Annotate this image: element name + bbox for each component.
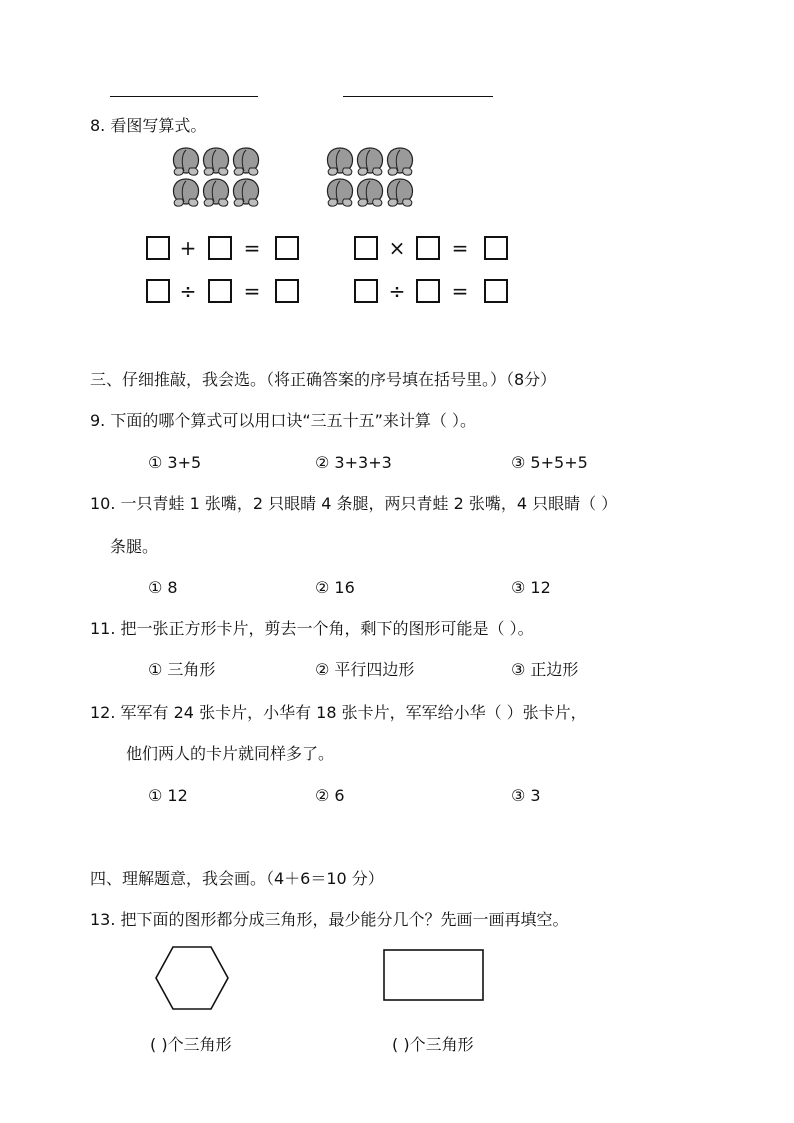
section3-heading: 三、仔细推敲，我会选。（将正确答案的序号填在括号里。）（8分） xyxy=(90,370,557,389)
equals-sign: = xyxy=(243,236,261,260)
q11-text: 11. 把一张正方形卡片，剪去一个角，剩下的图形可能是（ ）。 xyxy=(90,619,534,638)
peach-icon xyxy=(174,148,199,175)
answer-box[interactable] xyxy=(416,279,440,303)
plus-sign: + xyxy=(179,236,197,260)
peach-icon xyxy=(358,148,383,175)
q9-option-2[interactable]: ② 3+3+3 xyxy=(315,453,392,472)
q10-text-cont: 条腿。 xyxy=(110,537,159,556)
hexagon-shape xyxy=(154,945,230,1011)
answer-line-right[interactable] xyxy=(343,96,493,97)
q13-text: 13. 把下面的图形都分成三角形，最少能分几个？先画一画再填空。 xyxy=(90,910,569,929)
peach-icon xyxy=(388,148,413,175)
peach-icon xyxy=(234,148,259,175)
equals-sign: = xyxy=(451,279,469,303)
peach-icon xyxy=(204,148,229,175)
peach-icon xyxy=(204,179,229,206)
answer-box[interactable] xyxy=(275,279,299,303)
answer-box[interactable] xyxy=(484,236,508,260)
answer-box[interactable] xyxy=(416,236,440,260)
peach-icon xyxy=(328,179,353,206)
answer-box[interactable] xyxy=(354,279,378,303)
q11-option-3[interactable]: ③ 正边形 xyxy=(511,660,579,679)
equals-sign: = xyxy=(243,279,261,303)
q8-title: 8. 看图写算式。 xyxy=(90,116,207,135)
peach-group-right xyxy=(326,146,418,208)
q12-text: 12. 军军有 24 张卡片，小华有 18 张卡片，军军给小华（ ）张卡片， xyxy=(90,703,587,722)
peach-icon xyxy=(174,179,199,206)
peach-icon xyxy=(358,179,383,206)
q9-text: 9. 下面的哪个算式可以用口诀“三五十五”来计算（ ）。 xyxy=(90,411,477,430)
q12-text-cont: 他们两人的卡片就同样多了。 xyxy=(126,744,335,763)
divide-sign: ÷ xyxy=(388,279,406,303)
answer-box[interactable] xyxy=(275,236,299,260)
answer-line-left[interactable] xyxy=(110,96,258,97)
rectangle-shape xyxy=(383,949,484,1001)
answer-box[interactable] xyxy=(146,236,170,260)
q10-option-1[interactable]: ① 8 xyxy=(148,578,178,597)
peach-icon xyxy=(388,179,413,206)
answer-box[interactable] xyxy=(354,236,378,260)
q11-option-2[interactable]: ② 平行四边形 xyxy=(315,660,415,679)
peach-group-left xyxy=(172,146,264,208)
peach-icon xyxy=(328,148,353,175)
divide-sign: ÷ xyxy=(179,279,197,303)
q13-answer-right[interactable]: ( )个三角形 xyxy=(392,1035,474,1054)
section4-heading: 四、理解题意，我会画。（4＋6＝10 分） xyxy=(90,869,384,888)
answer-box[interactable] xyxy=(208,279,232,303)
q12-option-1[interactable]: ① 12 xyxy=(148,786,188,805)
q12-option-3[interactable]: ③ 3 xyxy=(511,786,541,805)
q12-option-2[interactable]: ② 6 xyxy=(315,786,345,805)
q9-option-1[interactable]: ① 3+5 xyxy=(148,453,202,472)
q13-answer-left[interactable]: ( )个三角形 xyxy=(150,1035,232,1054)
q10-option-3[interactable]: ③ 12 xyxy=(511,578,551,597)
answer-box[interactable] xyxy=(484,279,508,303)
answer-box[interactable] xyxy=(146,279,170,303)
equals-sign: = xyxy=(451,236,469,260)
q9-option-3[interactable]: ③ 5+5+5 xyxy=(511,453,588,472)
q10-text: 10. 一只青蛙 1 张嘴，2 只眼睛 4 条腿，两只青蛙 2 张嘴，4 只眼睛（ ） xyxy=(90,494,618,513)
q10-option-2[interactable]: ② 16 xyxy=(315,578,355,597)
peach-icon xyxy=(234,179,259,206)
answer-box[interactable] xyxy=(208,236,232,260)
q11-option-1[interactable]: ① 三角形 xyxy=(148,660,216,679)
times-sign: × xyxy=(388,236,406,260)
